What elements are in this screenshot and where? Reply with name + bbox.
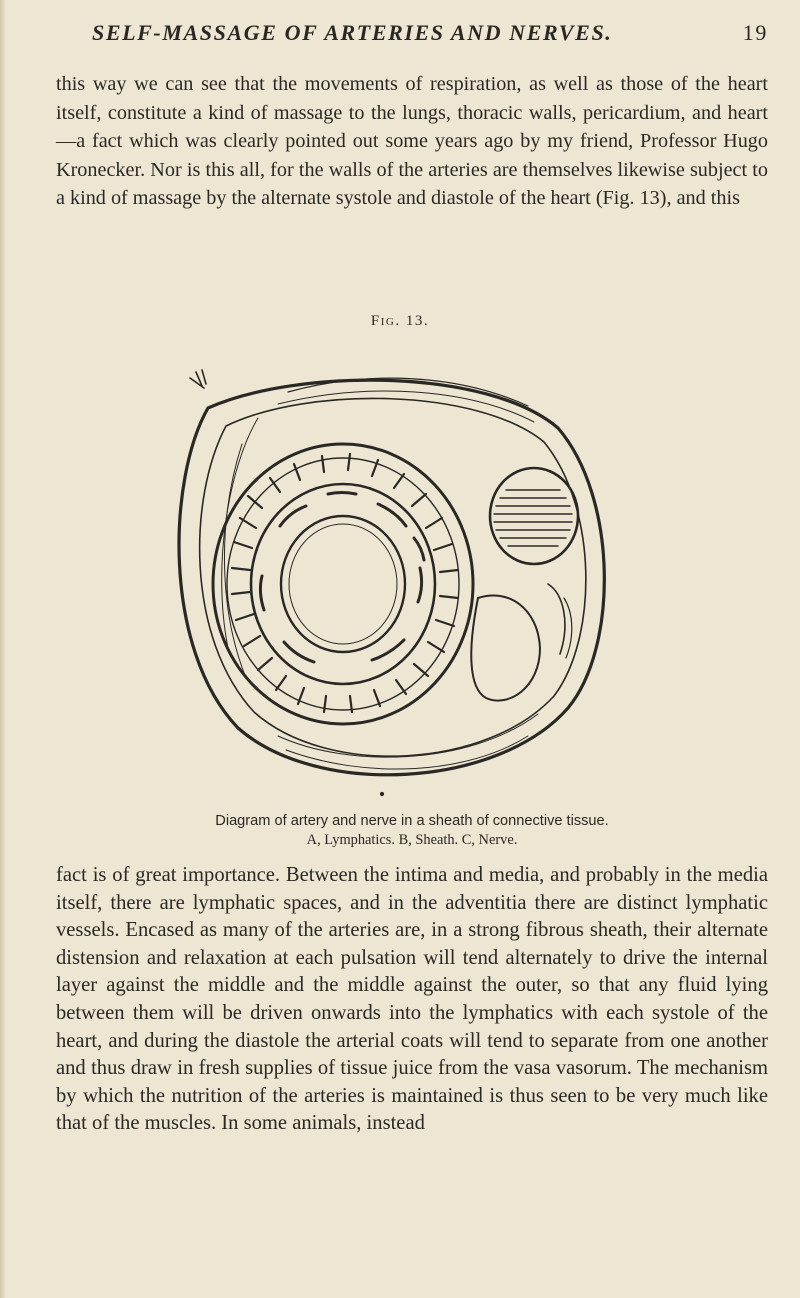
artery-nerve-diagram — [168, 348, 620, 798]
page-edge — [0, 0, 6, 1298]
body-text-top — [56, 70, 768, 213]
nerve — [490, 468, 578, 564]
artery-lumen — [281, 516, 405, 652]
caption-legend: A, Lymphatics. B, Sheath. C, Nerve. — [306, 832, 518, 848]
caption-title: Diagram of artery and nerve in a sheath of connective tissue. — [215, 813, 609, 829]
running-head — [92, 20, 768, 54]
running-title: SELF-MASSAGE OF ARTERIES AND NERVES. — [92, 20, 613, 45]
lymphatic-vessel — [471, 595, 540, 700]
paragraph-2: fact is of great importance. Between the intima and media, and probably in the media itself, there are lymphatic spaces, and in the adventitia there are distinct lymphatic vessels. Encased as many of the arteries are, in a strong fibrous sheath, their alternate distension and relaxation at each pulsation will tend alternately to drive the internal layer against the middle and the middle against the outer, so that any fluid lying between them will be driven onwards into the lymphatics with each systole of the heart, and during the diastole the arterial coats will tend to separate from one another and thus draw in fresh supplies of tissue juice from the vasa vasorum. The mechanism by which the nutrition of the arteries is maintained is thus seen to be very much like that of the muscles. In some animals, instead — [56, 864, 768, 1135]
page-number: 19 — [742, 20, 768, 45]
figure-label: Fig. 13. — [370, 313, 430, 329]
body-text-bottom — [56, 862, 768, 1138]
paragraph-1: this way we can see that the movements of respiration, as well as those of the heart itself, constitute a kind of massage to the lungs, thoracic walls, pericardium, and heart—a fact which was clearly pointed out some years ago by my friend, Professor Hugo Kronecker. Nor is this all, for the walls of the arteries are themselves likewise subject to a kind of massage by the alternate systole and diastole of the heart (Fig. 13), and this — [56, 73, 768, 210]
figure-caption — [56, 812, 768, 850]
sheath-inner — [200, 398, 586, 756]
